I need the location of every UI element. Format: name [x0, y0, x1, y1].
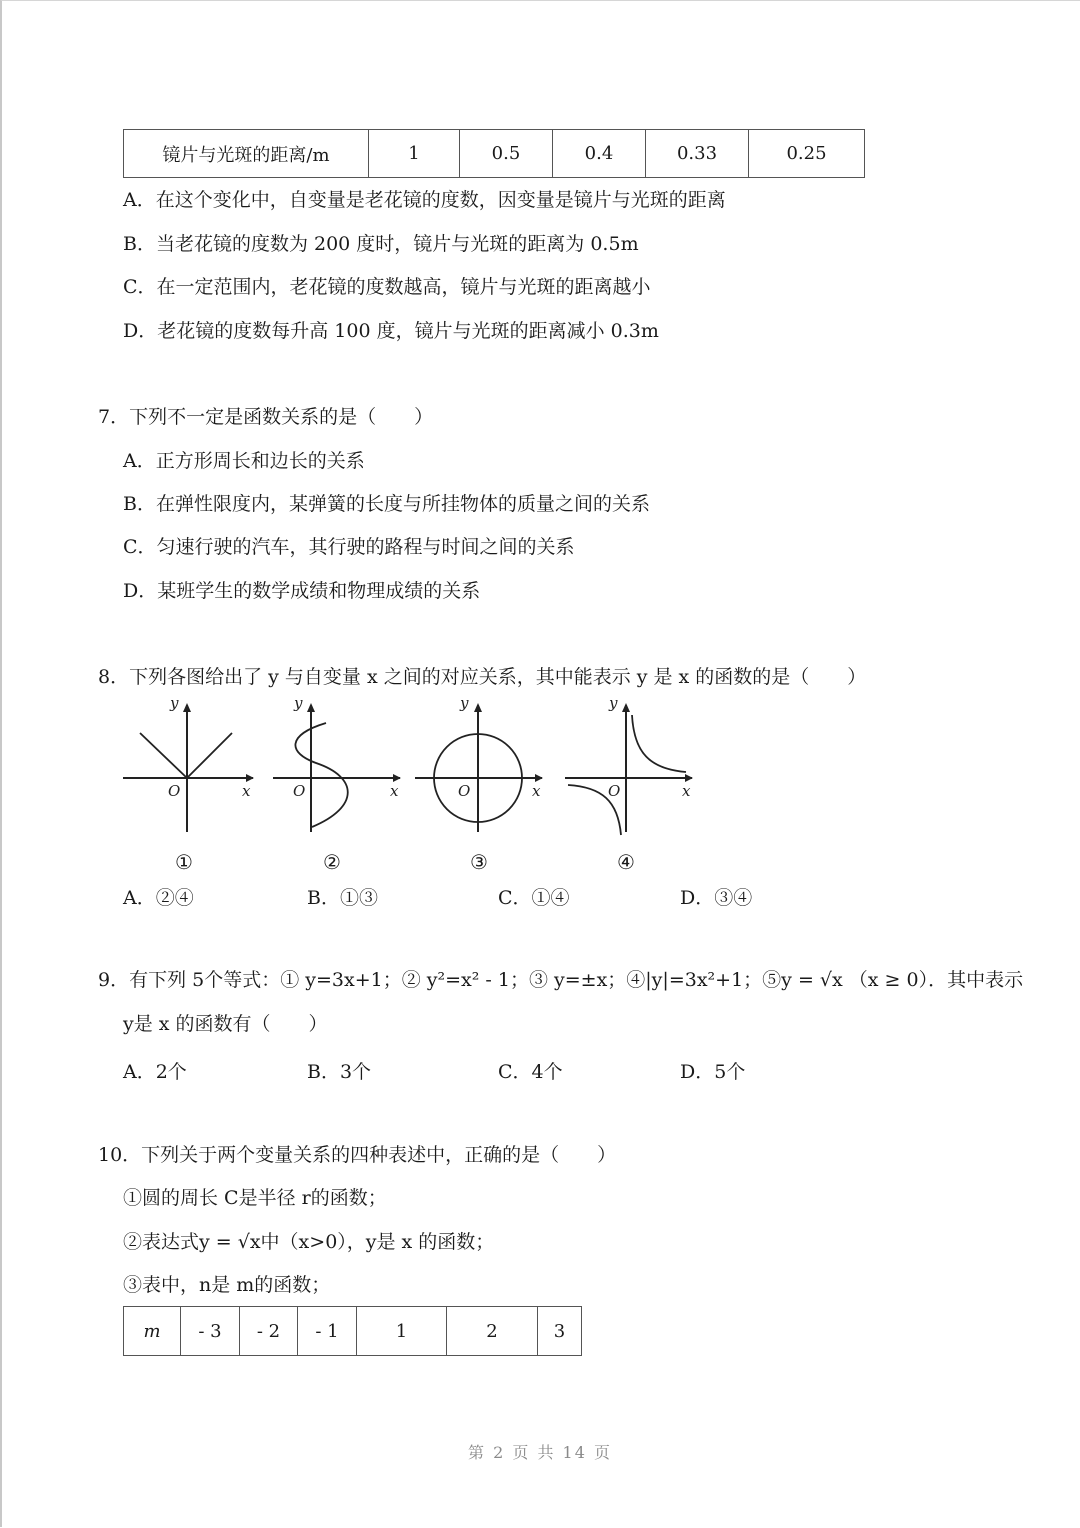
q8-option-a: A．②④	[123, 887, 194, 909]
graph-4	[560, 695, 700, 840]
x-axis-label: x	[242, 782, 251, 800]
q9-option-d: D．5个	[680, 1061, 746, 1083]
q7-option-a: A．正方形周长和边长的关系	[123, 450, 365, 472]
table-cell: 0.25	[749, 130, 865, 178]
page-footer: 第 2 页 共 14 页	[468, 1443, 612, 1462]
q10-item-3: ③表中，n是 m的函数；	[123, 1274, 331, 1296]
q9-option-b: B．3个	[307, 1061, 372, 1083]
q7-stem: 7．下列不一定是函数关系的是（ ）	[98, 406, 434, 428]
y-axis-label: y	[609, 694, 618, 712]
graph-2	[268, 695, 408, 840]
table-cell: 镜片与光斑的距离/m	[124, 130, 369, 178]
graph-1-label: ①	[175, 850, 193, 874]
q6-option-d: D．老花镜的度数每升高 100 度，镜片与光斑的距离减小 0.3m	[123, 320, 659, 342]
y-axis-label: y	[460, 694, 469, 712]
graph-2-label: ②	[323, 850, 341, 874]
q8-option-b: B．①③	[307, 887, 378, 909]
table-cell: 0.33	[646, 130, 749, 178]
x-axis-label: x	[532, 782, 541, 800]
table-cell: m	[124, 1307, 181, 1356]
table-cell: 3	[538, 1307, 582, 1356]
graph-3	[410, 695, 550, 840]
q7-option-b: B．在弹性限度内，某弹簧的长度与所挂物体的质量之间的关系	[123, 493, 650, 515]
q10-item-2: ②表达式y = √x中（x>0），y是 x 的函数；	[123, 1231, 495, 1253]
q8-option-d: D．③④	[680, 887, 753, 909]
q6-option-c: C．在一定范围内，老花镜的度数越高，镜片与光斑的距离越小	[123, 276, 651, 298]
q8-stem: 8．下列各图给出了 y 与自变量 x 之间的对应关系，其中能表示 y 是 x 的函数的是（ ）	[98, 666, 867, 688]
q10-stem: 10．下列关于两个变量关系的四种表述中，正确的是（ ）	[98, 1144, 617, 1166]
graph-1	[118, 695, 258, 840]
q8-option-c: C．①④	[498, 887, 570, 909]
q6-option-a: A．在这个变化中，自变量是老花镜的度数，因变量是镜片与光斑的距离	[123, 189, 726, 211]
table-cell: - 1	[298, 1307, 357, 1356]
q7-option-c: C．匀速行驶的汽车，其行驶的路程与时间之间的关系	[123, 536, 575, 558]
table-cell: - 3	[181, 1307, 240, 1356]
y-axis-label: y	[294, 694, 303, 712]
graph-4-label: ④	[617, 850, 635, 874]
q9-stem-line-2: y是 x 的函数有（ ）	[123, 1013, 328, 1035]
table-cell: 2	[447, 1307, 538, 1356]
q10-item-1: ①圆的周长 C是半径 r的函数；	[123, 1187, 387, 1209]
origin-label: O	[608, 782, 621, 800]
origin-label: O	[168, 782, 181, 800]
table-row	[124, 130, 865, 178]
table-cell: 1	[369, 130, 460, 178]
table-row	[124, 1307, 582, 1356]
q9-stem-line-1: 9．有下列 5个等式：① y=3x+1；② y²=x² - 1；③ y=±x；④|y|=3x²+1；⑤y = √x （x ≥ 0）．其中表示	[98, 969, 1024, 991]
y-axis-label: y	[170, 694, 179, 712]
q9-option-c: C．4个	[498, 1061, 563, 1083]
table-cell: 0.4	[553, 130, 646, 178]
distance-table	[123, 129, 865, 178]
x-axis-label: x	[682, 782, 691, 800]
q9-option-a: A．2个	[123, 1061, 187, 1083]
graph-3-label: ③	[470, 850, 488, 874]
m-n-table	[123, 1306, 582, 1356]
x-axis-label: x	[390, 782, 399, 800]
origin-label: O	[458, 782, 471, 800]
table-cell: - 2	[240, 1307, 298, 1356]
table-cell: 0.5	[460, 130, 553, 178]
table-cell: 1	[357, 1307, 447, 1356]
q6-option-b: B．当老花镜的度数为 200 度时，镜片与光斑的距离为 0.5m	[123, 233, 639, 255]
q7-option-d: D．某班学生的数学成绩和物理成绩的关系	[123, 580, 481, 602]
origin-label: O	[293, 782, 306, 800]
